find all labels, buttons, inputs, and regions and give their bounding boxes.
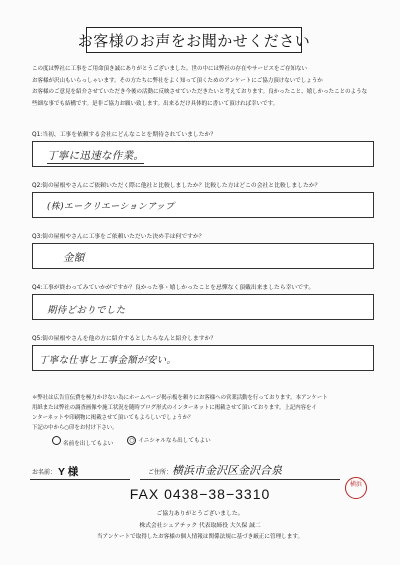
answer-box-2 — [32, 192, 374, 218]
name-underline — [30, 479, 130, 480]
choice-circle — [52, 436, 61, 445]
seal-stamp: 横浜 — [345, 477, 367, 499]
intro-line: この度は弊社に工事をご用命頂き誠にありがとうございました。世の中には弊社の存在やサービスをご存知ない — [32, 66, 308, 72]
choice-initial-ok[interactable] — [127, 436, 210, 447]
question-4: Q4:工事が終わってみていかがですか？良かった事・嬉しかったことを忌憚なく頂戴出来ましたら幸いです。 — [32, 285, 315, 291]
question-1: Q1:当初、工事を依頼する会社にどんなことを期待されていましたか？ — [32, 132, 217, 138]
answer-box-4 — [32, 294, 374, 320]
address-value: 横浜市金沢区金沢合泉 — [172, 464, 282, 477]
question-2: Q2:街の屋根やさんにご依頼いただく際に他社と比較しましたか？比較した方はどこの会社と比較しましたか？ — [32, 183, 321, 189]
answer-2-text: (株)エークリエーションアップ — [47, 202, 175, 212]
intro-line: 些細な事でも結構です。是非ご協力お願い致します。出来るだけ具体的に書いて頂ければ幸いです。 — [32, 100, 279, 107]
answer-1-text: 丁寧に迅速な作業。 — [47, 150, 145, 162]
fax-number: FAX 0438−38−3310 — [129, 486, 271, 502]
choice-label: イニシャルなら出してもよい — [138, 438, 211, 444]
question-3: Q3:街の屋根やさんに工事をご依頼いただいた決め手は何ですか？ — [32, 234, 205, 240]
intro-line: お客様が沢山もいらっしゃいます。その方たちに弊社をよく知って頂くためのアンケートにご協力頂けないでしょうか — [32, 77, 323, 84]
question-5: Q5:街の屋根やさんを他の方に紹介するとしたらなんと紹介しますか？ — [32, 336, 217, 342]
name-value: Y 様 — [58, 466, 79, 478]
name-label: お名前： — [32, 469, 57, 476]
address-underline — [140, 479, 340, 480]
intro-text — [32, 64, 374, 110]
answer-3-text: 金額 — [63, 252, 85, 264]
thanks-text: ご協力ありがとうございました。 — [156, 511, 244, 517]
company-signature: 株式会社シェアテック 代表取締役 大久保 誠二 — [139, 523, 261, 529]
answer-box-1 — [32, 141, 374, 167]
choice-name-ok[interactable] — [52, 436, 113, 447]
publication-notes — [32, 393, 378, 433]
choice-circle-selected: ○ — [129, 437, 135, 444]
note-line: 下記の中から○印をお付け下さい。 — [32, 425, 118, 431]
choice-label: 名前を出してもよい — [63, 441, 114, 447]
answer-5-text: 丁寧な仕事と工事金額が安い。 — [39, 355, 177, 366]
answer-4-text: 期待どおりでした — [47, 305, 126, 316]
privacy-notice: 当アンケートで取得したお客様の個人情報は関係法規に基づき厳正に管理します。 — [96, 534, 304, 540]
intro-line: お客様のご意見を紹介させていただき今後の活動に反映させていただきたいと考えております。良かったこと、嬉しかったことのような — [32, 89, 368, 95]
answer-box-3 — [32, 243, 374, 269]
note-line: ンターネットや印刷物に掲載させて頂いてもよろしいでしょうか？ — [32, 415, 194, 421]
answer-box-5 — [32, 345, 374, 371]
note-line: ＊弊社は広告宣伝費を極力かけない為にホームページ掲示板を頼りにお客様への営業活動を行っております。本アンケート — [32, 395, 328, 401]
respondent-row — [0, 460, 400, 482]
page-title: お客様のお声をお聞かせください — [86, 27, 302, 53]
note-line: 用紙または弊社の調査画像や施工状況を随時ブログ形式のインターネットに掲載させて頂いております。上記内容をイ — [32, 405, 317, 411]
address-label: ご住所： — [148, 469, 173, 476]
publication-choices — [52, 436, 211, 447]
